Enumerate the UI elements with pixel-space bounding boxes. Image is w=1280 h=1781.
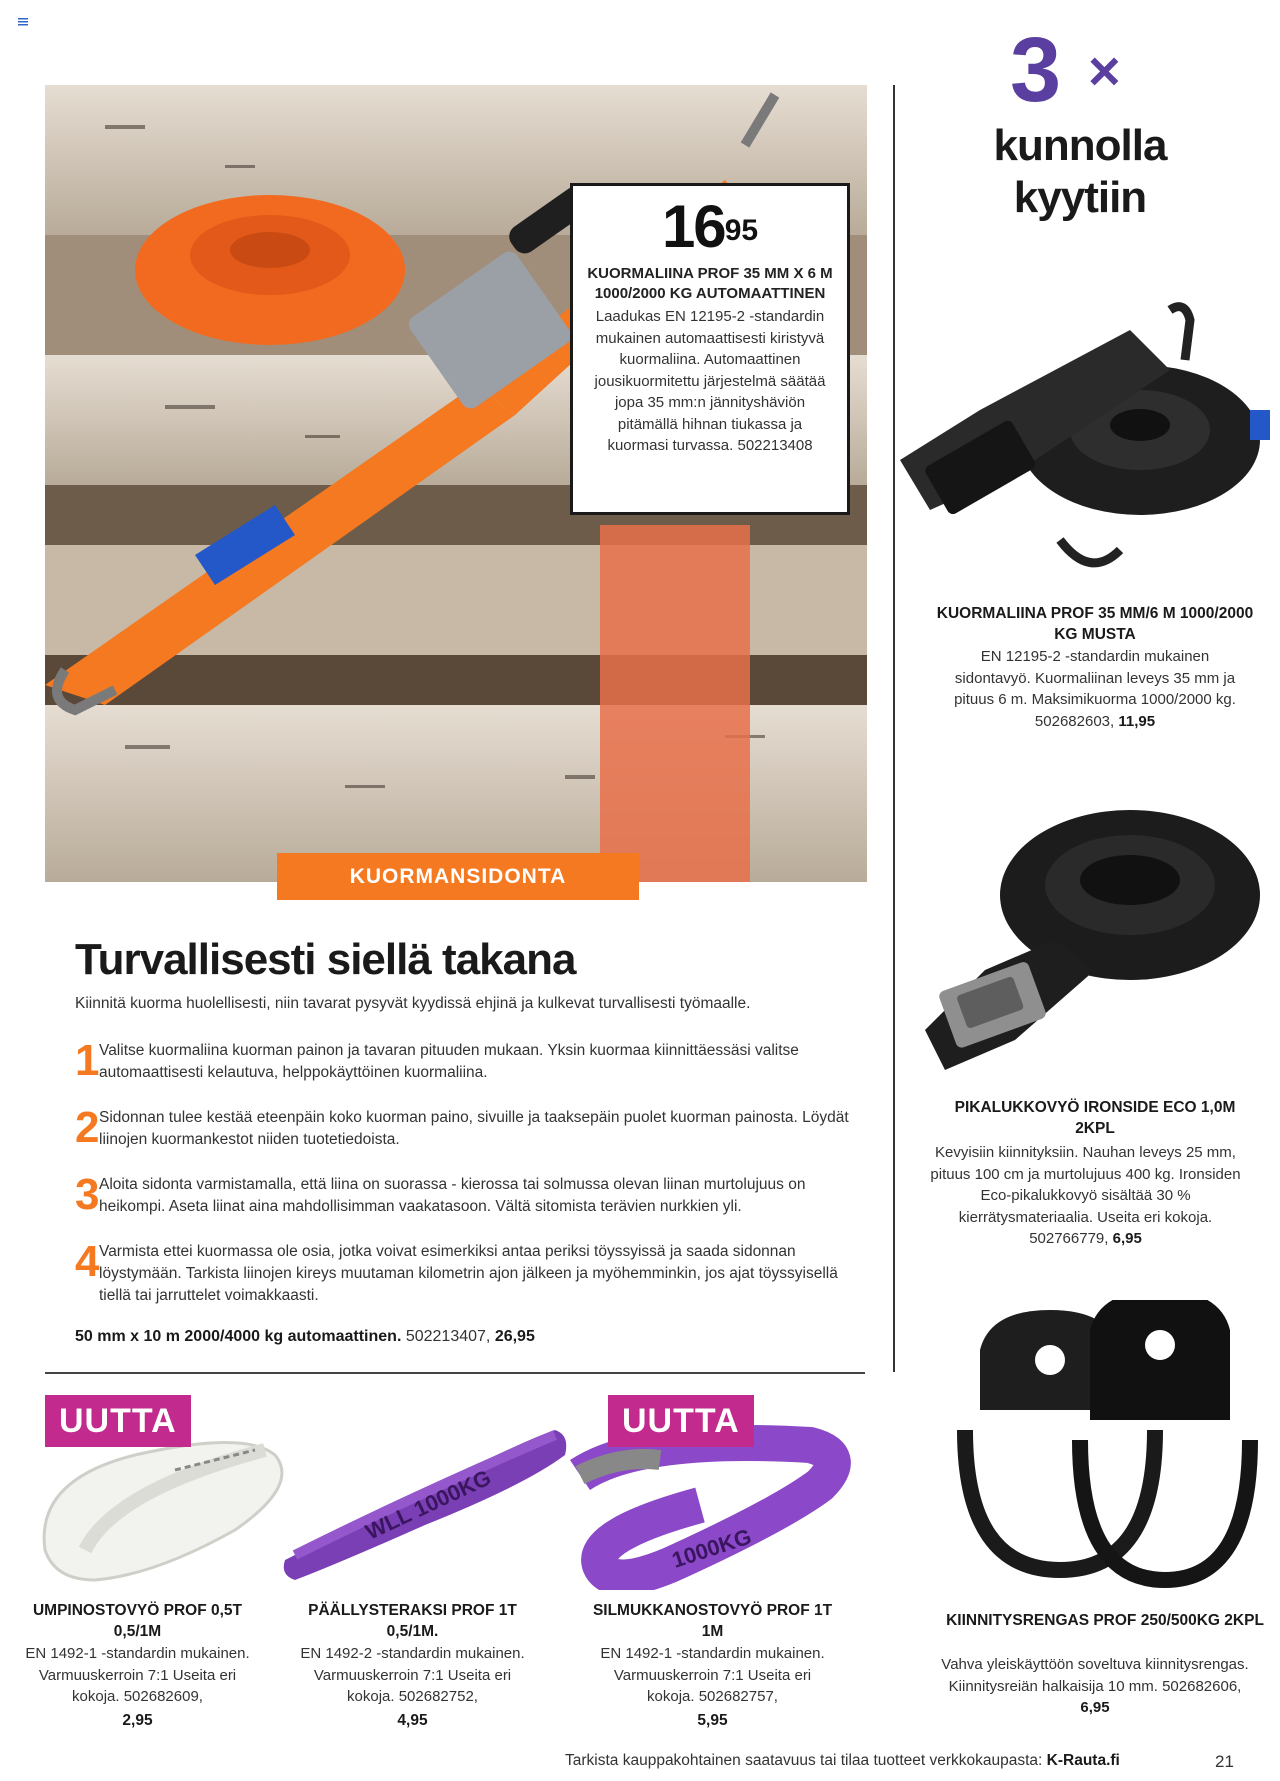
step-number: 4 xyxy=(75,1237,100,1286)
price-box xyxy=(570,183,850,515)
product-description: EN 1492-1 -standardin mukainen. Varmuuskerroin 7:1 Useita eri kokoja. 502682757, xyxy=(600,1645,825,1705)
product-title: UMPINOSTOVYÖ PROF 0,5T 0,5/1M xyxy=(32,1602,242,1640)
product-title: PIKALUKKOVYÖ IRONSIDE ECO 1,0M 2KPL xyxy=(954,1099,1236,1137)
product-title: KIINNITYSRENGAS PROF 250/500KG 2KPL xyxy=(946,1612,1264,1629)
product-description: Laadukas EN 12195-2 -standardin mukainen automaattisesti kiristyvä kuormaliina. Automaattinen jousikuormitettu järjestelmä säätää jopa 35 mm:n jännityshäviön pitämällä hihnan tiukassa ja kuormasi turvassa. 502213408 xyxy=(594,308,826,454)
promo-line-2: kyytiin xyxy=(1013,173,1147,222)
article-intro: Kiinnitä kuorma huolellisesti, niin tavarat pysyvät kyydissä ehjinä ja kulkevat turvallisesti työmaalle. xyxy=(75,995,751,1012)
product-price: 4,95 xyxy=(397,1712,428,1729)
purple-sling-image xyxy=(275,1420,575,1590)
page-number: 21 xyxy=(1215,1752,1234,1771)
step-number: 3 xyxy=(75,1170,100,1219)
variant-line xyxy=(75,1328,535,1346)
product-price: 5,95 xyxy=(697,1712,728,1729)
promo-number: 3 xyxy=(1010,19,1062,121)
sling-print: WLL 1000KG xyxy=(361,1464,495,1545)
price: $16^{95}$ xyxy=(661,193,759,260)
horizontal-divider xyxy=(45,1372,865,1374)
step-number: 2 xyxy=(75,1103,100,1152)
step-text: Sidonnan tulee kestää eteenpäin koko kuorman paino, sivuille ja taaksepäin puolet kuorman painosta. Löydät liinojen kuormankestot niiden tuotetiedoista. xyxy=(99,1109,849,1148)
product-title: PÄÄLLYSTERAKSI PROF 1T 0,5/1M. xyxy=(308,1602,517,1640)
article-title: Turvallisesti siellä takana xyxy=(75,935,576,984)
product-price: 2,95 xyxy=(122,1712,153,1729)
product-description: Kevyisiin kiinnityksiin. Nauhan leveys 25 mm, pituus 100 cm ja murtolujuus 400 kg. Ironsiden Eco-pikalukkovyö sisältää 30 % kierrätysmateriaalia. Useita eri kokoja. 502766779, 6,95 xyxy=(930,1144,1241,1247)
vertical-divider xyxy=(893,85,895,1372)
product-price: 6,95 xyxy=(1112,1230,1142,1247)
strap-print: 1000KG xyxy=(668,1523,755,1573)
product-title: KUORMALIINA PROF 35 MM X 6 M 1000/2000 KG AUTOMAATTINEN xyxy=(587,265,833,302)
black-strap-image xyxy=(870,290,1280,590)
promo-text xyxy=(965,120,1195,224)
product-price: 11,95 xyxy=(1118,712,1156,730)
variant-price: 26,95 xyxy=(494,1328,535,1345)
product-description: Vahva yleiskäyttöön soveltuva kiinnitysrengas. Kiinnitysreiän halkaisija 10 mm. 502682606, 6,95 xyxy=(941,1656,1249,1716)
product-description: EN 1492-2 -standardin mukainen. Varmuuskerroin 7:1 Useita eri kokoja. 502682752, xyxy=(300,1645,525,1705)
footer-text: Tarkista kauppakohtainen saatavuus tai tilaa tuotteet verkkokaupasta: K-Rauta.fi xyxy=(565,1752,1120,1769)
product-description: EN 12195-2 -standardin mukainen sidontavyö. Kuormaliinan leveys 35 mm ja pituus 6 m. Maksimikuorma 1000/2000 kg. 502682603, 11,95 xyxy=(954,648,1236,730)
product-title: KUORMALIINA PROF 35 MM/6 M 1000/2000 KG MUSTA xyxy=(936,605,1254,643)
product-title: SILMUKKANOSTOVYÖ PROF 1T 1M xyxy=(592,1602,833,1640)
step-number: 1 xyxy=(75,1036,100,1085)
cam-buckle-strap-image xyxy=(905,800,1265,1090)
product-price: 6,95 xyxy=(1080,1699,1110,1716)
tie-down-rings-image xyxy=(940,1300,1260,1600)
step-text: Aloita sidonta varmistamalla, että liina on suorassa - kierossa tai solmussa olevan liinan murtolujuus on heikompi. Aseta liinat aina mahdollisimman vaakatasoon. Vältä sitomista terävien nurkkien yli. xyxy=(99,1176,806,1215)
variant-name: 50 mm x 10 m 2000/4000 kg automaattinen. xyxy=(75,1328,402,1345)
price-cents: 95 xyxy=(724,214,759,247)
new-badge: UUTTA xyxy=(608,1395,754,1447)
promo-times: × xyxy=(1088,39,1121,102)
step-text: Valitse kuormaliina kuorman painon ja tavaran pituuden mukaan. Yksin kuormaa kiinnittäessäsi valitse automaattisesti kelautuva, helppokäyttöinen kuormaliina. xyxy=(99,1042,799,1081)
promo-line-1: kunnolla xyxy=(993,121,1167,170)
footer-link[interactable]: K-Rauta.fi xyxy=(1046,1752,1120,1769)
category-banner: KUORMANSIDONTA xyxy=(277,853,639,900)
step-text: Varmista ettei kuormassa ole osia, jotka voivat esimerkiksi antaa periksi töyssyissä ja saada sidonnan löystymään. Tarkista liinojen kireys muutaman kilometrin ajon jälkeen ja myöhemminkin, jos ajat töyssyisellä tiellä tai jarruttelet voimakkaasti. xyxy=(99,1243,838,1304)
new-badge: UUTTA xyxy=(45,1395,191,1447)
hamburger-icon[interactable] xyxy=(18,18,28,28)
product-description: EN 1492-1 -standardin mukainen. Varmuuskerroin 7:1 Useita eri kokoja. 502682609, xyxy=(25,1645,250,1705)
variant-code: 502213407, xyxy=(401,1328,495,1345)
